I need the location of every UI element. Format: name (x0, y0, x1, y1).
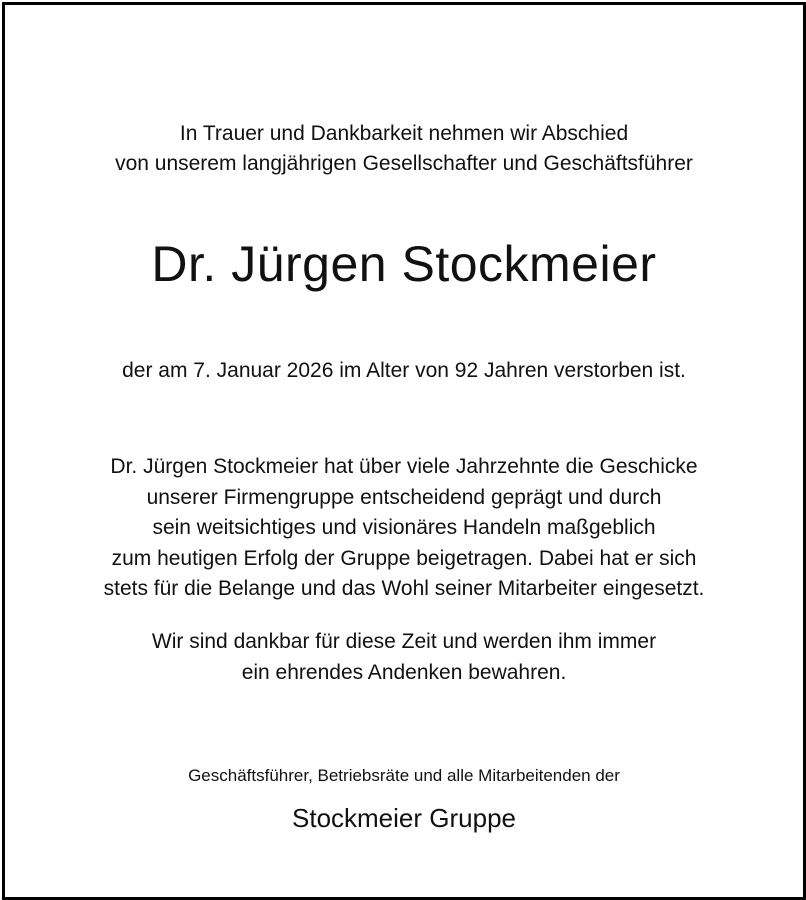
tribute-line: zum heutigen Erfolg der Gruppe beigetragen. Dabei hat er sich (111, 546, 697, 570)
intro-line: von unserem langjährigen Gesellschafter und Geschäftsführer (115, 152, 693, 175)
signature-line: Geschäftsführer, Betriebsräte und alle Mitarbeitenden der (188, 766, 620, 785)
closing-line: Wir sind dankbar für diese Zeit und werden ihm immer (151, 630, 657, 653)
tribute-line: Dr. Jürgen Stockmeier hat über viele Jahrzehnte die Geschicke (110, 455, 698, 478)
intro-text (5, 119, 803, 179)
tribute-line: stets für die Belange und das Wohl seiner Mitarbeiter eingesetzt. (103, 577, 705, 600)
intro-line: In Trauer und Dankbarkeit nehmen wir Abschied (179, 122, 629, 145)
obituary-notice (2, 2, 806, 900)
closing-line: ein ehrendes Andenken bewahren. (241, 660, 567, 684)
tribute-paragraph (5, 452, 803, 605)
death-date-line: der am 7. Januar 2026 im Alter von 92 Jahren verstorben ist. (122, 359, 686, 382)
deceased-name: Dr. Jürgen Stockmeier (151, 236, 657, 292)
tribute-line: unserer Firmengruppe entscheidend geprägt und durch (146, 485, 662, 509)
tribute-line: sein weitsichtiges und visionäres Handeln maßgeblich (152, 516, 656, 539)
closing-paragraph (5, 627, 803, 688)
company-name: Stockmeier Gruppe (292, 803, 516, 833)
